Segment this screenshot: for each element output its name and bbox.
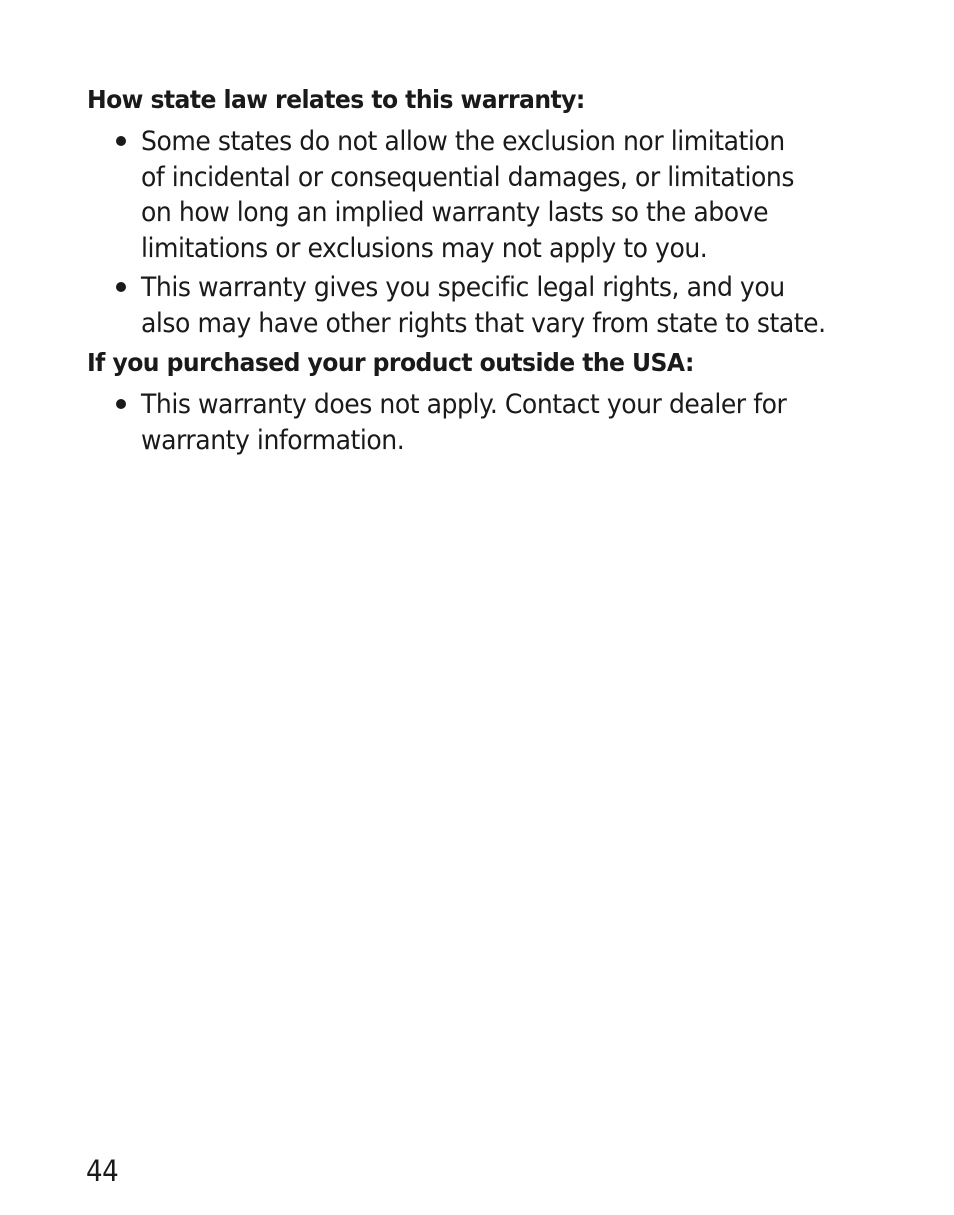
section-heading-state-law: How state law relates to this warranty: [87,85,585,114]
bullet-icon [116,282,126,292]
list-item [87,270,887,341]
bullet-text-line: limitations or exclusions may not apply to you. [141,232,708,264]
list-item [87,124,887,266]
page-number: 44 [86,1154,119,1188]
bullet-text-line: Some states do not allow the exclusion nor limitation [141,126,785,157]
page-content [87,82,887,462]
bullet-text-line: also may have other rights that vary from state to state. [141,307,826,339]
bullet-list-state-law [87,124,887,341]
list-item [87,387,887,458]
bullet-text-line: This warranty does not apply. Contact your dealer for [141,389,787,420]
bullet-list-outside-usa [87,387,887,458]
section-heading-outside-usa: If you purchased your product outside the USA: [87,348,694,377]
bullet-text-line: of incidental or consequential damages, or limitations [141,161,794,193]
bullet-text-line: This warranty gives you specific legal rights, and you [141,272,785,303]
bullet-icon [116,136,126,146]
bullet-text-line: warranty information. [141,424,405,456]
bullet-text-line: on how long an implied warranty lasts so the above [141,197,769,228]
bullet-icon [116,399,126,409]
